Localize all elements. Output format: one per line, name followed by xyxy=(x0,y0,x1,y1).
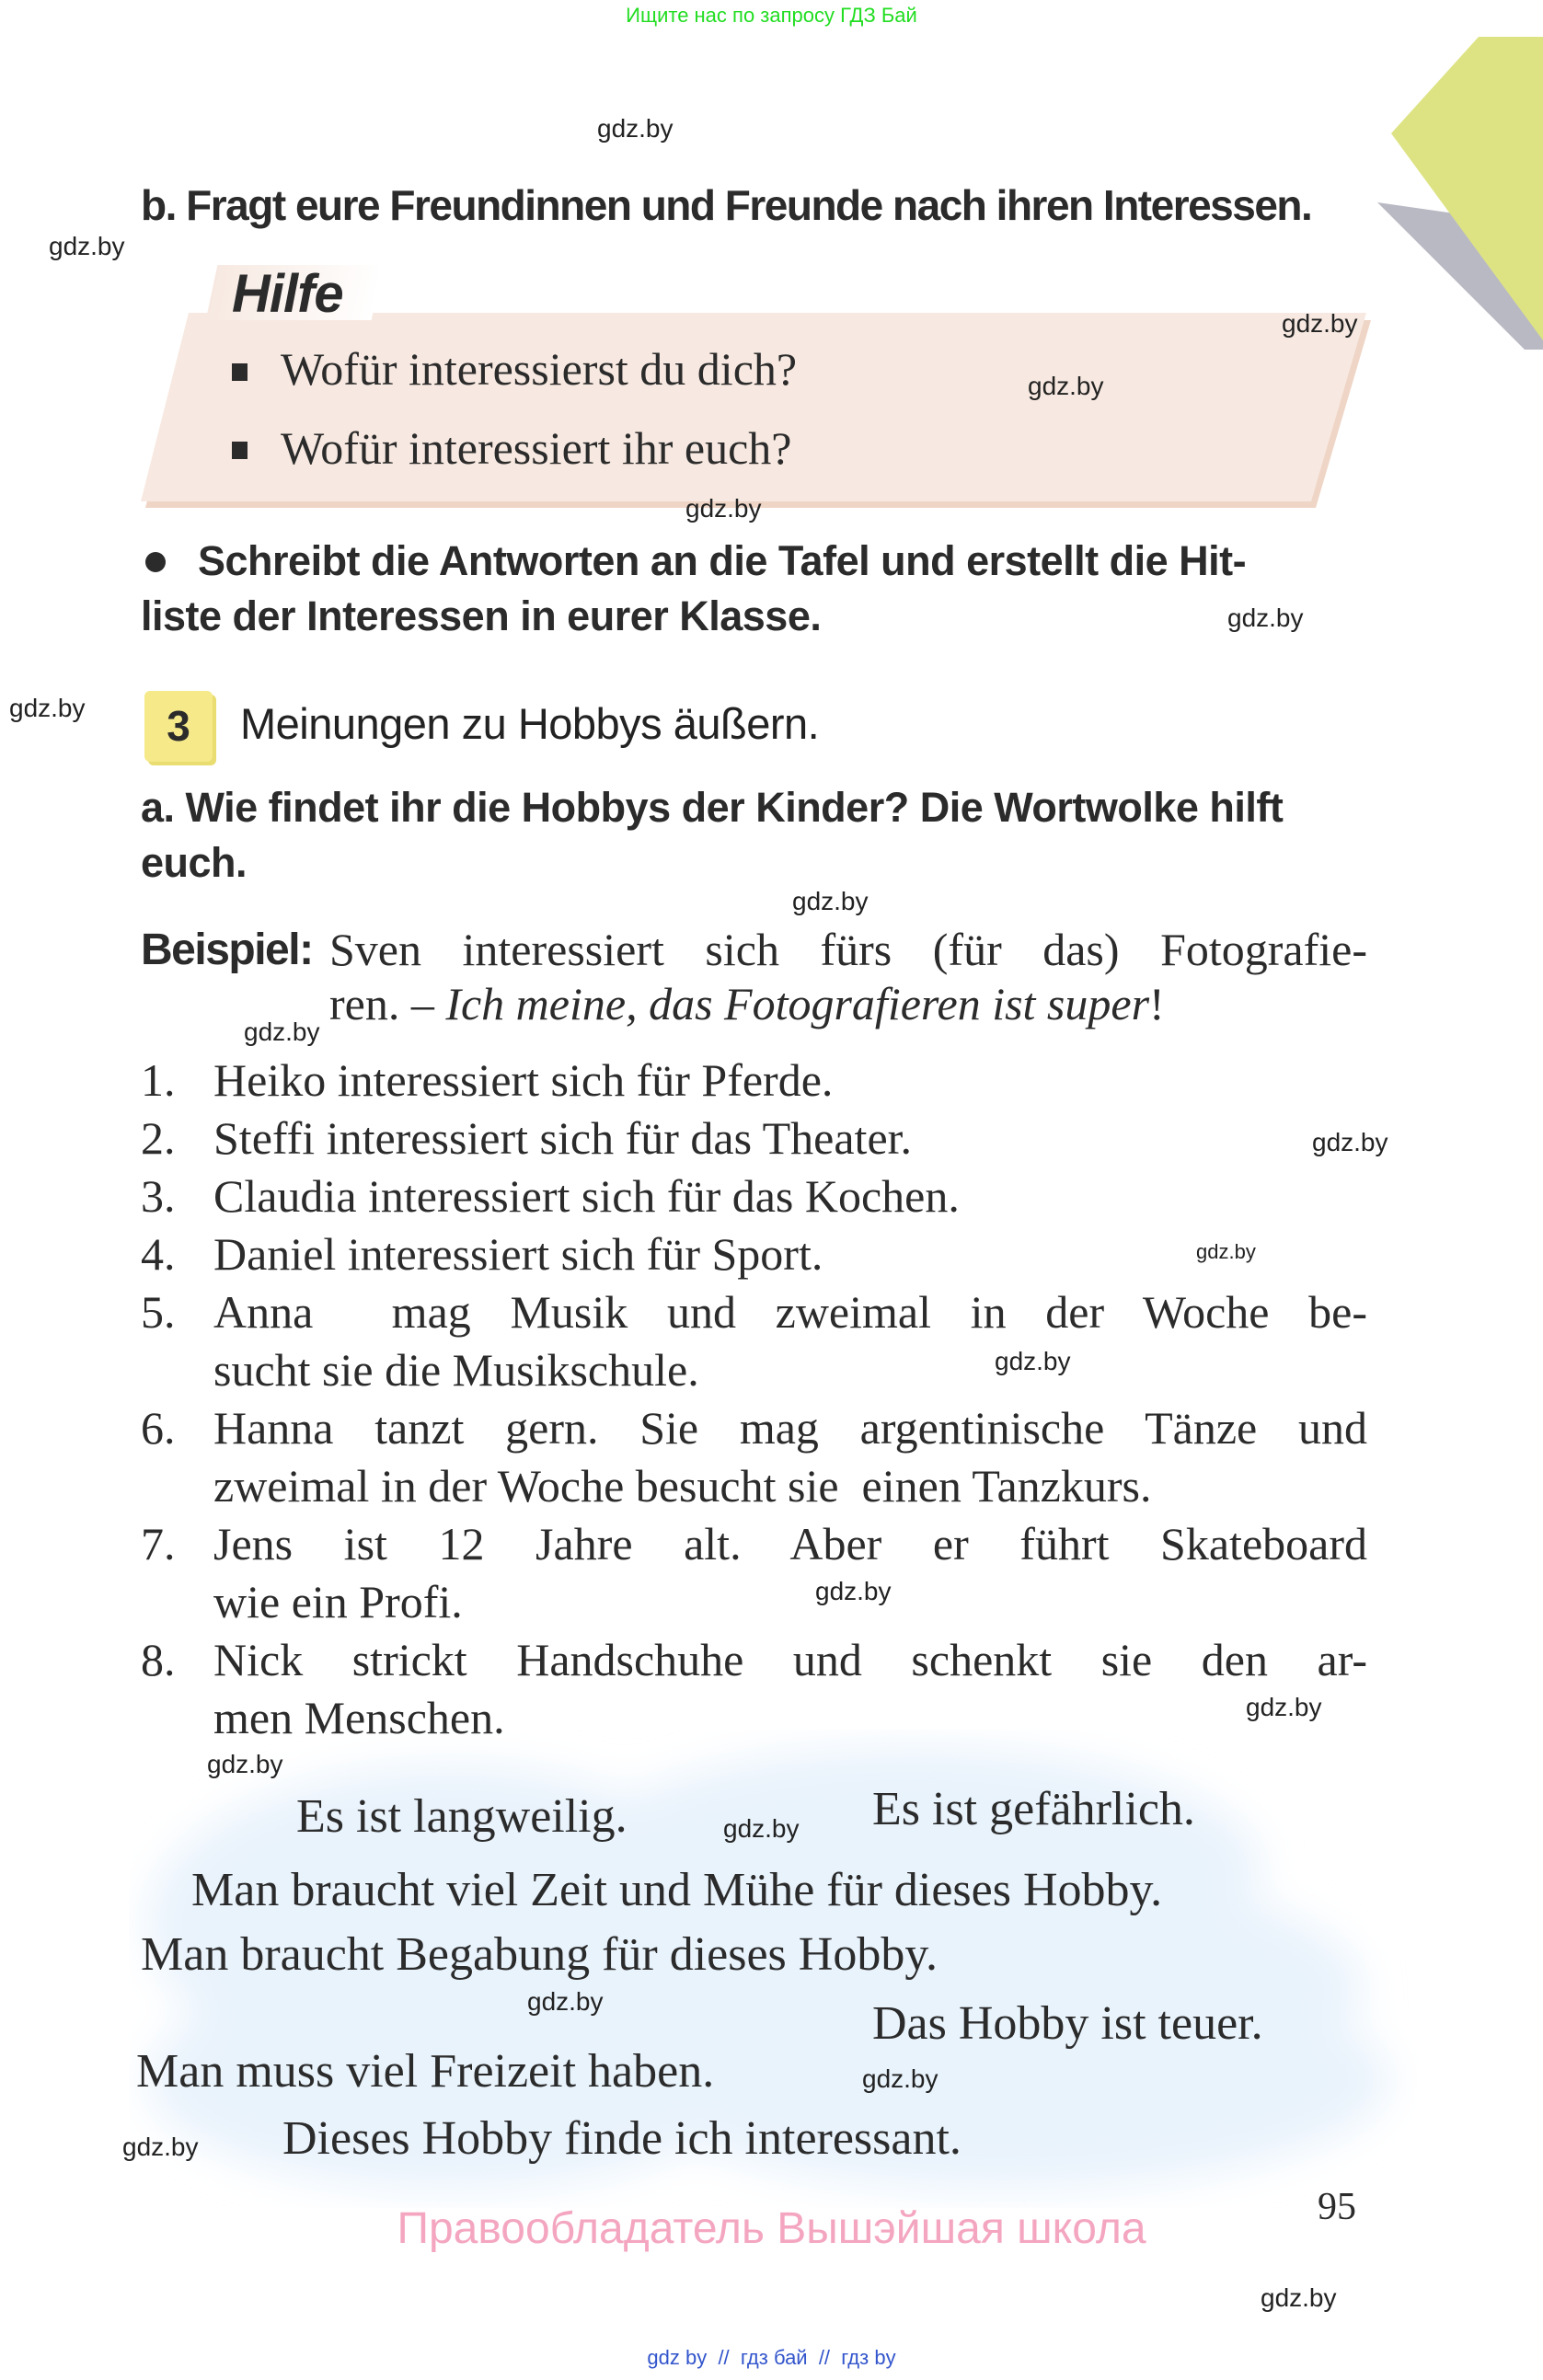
watermark: gdz.by xyxy=(122,2133,199,2161)
page-number: 95 xyxy=(1318,2186,1356,2228)
watermark: gdz.by xyxy=(792,887,869,915)
list-item-line: wie ein Profi. xyxy=(213,1576,463,1627)
watermark: gdz.by xyxy=(1246,1693,1322,1721)
list-item-line: zweimal in der Woche besucht sie einen Tanzkurs. xyxy=(213,1460,1152,1512)
page-corner-decoration xyxy=(1331,37,1543,350)
bullet-square-icon xyxy=(232,442,248,459)
copyright-notice: Правообладатель Вышэйшая школа xyxy=(397,2204,1146,2253)
example-end: ! xyxy=(1149,978,1165,1029)
list-item-line: Heiko interessiert sich für Pferde. xyxy=(213,1054,834,1106)
item-number: 2. xyxy=(141,1112,176,1164)
word-cloud-phrase: Es ist langweilig. xyxy=(296,1790,628,1843)
example-italic: Ich meine, das Fotografieren ist super xyxy=(445,978,1150,1029)
watermark: gdz.by xyxy=(1312,1128,1388,1156)
word-cloud-phrase: Man braucht Begabung für dieses Hobby. xyxy=(141,1928,938,1981)
example-line: Sven interessiert sich fürs (für das) Fotografie- xyxy=(329,924,1367,975)
list-item-line: sucht sie die Musikschule. xyxy=(213,1344,699,1396)
list-item-line: Steffi interessiert sich für das Theater. xyxy=(213,1112,913,1164)
help-title: Hilfe xyxy=(232,264,343,324)
footer-links[interactable]: gdz by // гдз бай // гдз by xyxy=(647,2346,896,2369)
watermark: gdz.by xyxy=(723,1814,800,1843)
word-cloud-phrase: Das Hobby ist teuer. xyxy=(872,1997,1263,2050)
item-number: 7. xyxy=(141,1518,176,1569)
exercise-title: Meinungen zu Hobbys äußern. xyxy=(240,699,820,748)
task-line: liste der Interessen in eurer Klasse. xyxy=(141,592,822,639)
list-item-line: Nick strickt Handschuhe und schenkt sie den ar- xyxy=(213,1634,1367,1685)
item-number: 4. xyxy=(141,1228,176,1280)
watermark: gdz.by xyxy=(527,1987,604,2016)
task-a-line: euch. xyxy=(141,839,248,886)
item-number: 5. xyxy=(141,1286,176,1338)
example-text: ren. – xyxy=(329,978,446,1029)
task-line: Schreibt die Antworten an die Tafel und erstellt die Hit- xyxy=(198,537,1247,584)
list-item-line: Hanna tanzt gern. Sie mag argentinische Tänze und xyxy=(213,1402,1367,1454)
watermark: gdz.by xyxy=(9,694,86,722)
example-line xyxy=(329,977,1165,1030)
watermark: gdz.by xyxy=(207,1750,283,1778)
word-cloud-phrase: Dieses Hobby finde ich interessant. xyxy=(282,2112,961,2165)
item-number: 3. xyxy=(141,1170,176,1222)
watermark: gdz.by xyxy=(597,114,674,143)
watermark: gdz.by xyxy=(1227,604,1304,632)
item-number: 6. xyxy=(141,1402,176,1454)
word-cloud-phrase: Man muss viel Freizeit haben. xyxy=(136,2045,715,2098)
list-item-line: men Menschen. xyxy=(213,1692,505,1743)
item-number: 1. xyxy=(141,1054,176,1106)
watermark: gdz.by xyxy=(995,1347,1071,1375)
watermark: gdz.by xyxy=(815,1577,892,1605)
list-item-line: Claudia interessiert sich für das Kochen. xyxy=(213,1170,960,1222)
watermark: gdz.by xyxy=(1282,309,1358,338)
section-b-heading: b. Fragt eure Freundinnen und Freunde nach ihren Interessen. xyxy=(141,181,1312,229)
watermark: gdz.by xyxy=(244,1018,320,1046)
exercise-number-badge: 3 xyxy=(144,691,213,762)
bullet-dot-icon xyxy=(145,552,166,572)
task-a-line: a. Wie findet ihr die Hobbys der Kinder? Die Wortwolke hilft xyxy=(141,784,1284,831)
watermark: gdz.by xyxy=(685,494,762,523)
watermark: gdz.by xyxy=(1196,1240,1256,1263)
watermark: gdz.by xyxy=(1028,372,1104,400)
top-banner[interactable]: Ищите нас по запросу ГДЗ Бай xyxy=(626,4,917,27)
item-number: 8. xyxy=(141,1634,176,1685)
watermark: gdz.by xyxy=(49,232,125,260)
list-item-line: Daniel interessiert sich für Sport. xyxy=(213,1228,823,1280)
word-cloud-phrase: Es ist gefährlich. xyxy=(872,1783,1195,1835)
example-label: Beispiel: xyxy=(141,926,313,974)
watermark: gdz.by xyxy=(1261,2283,1337,2312)
watermark: gdz.by xyxy=(862,2064,938,2093)
list-item-line: Anna mag Musik und zweimal in der Woche be- xyxy=(213,1286,1367,1338)
bullet-square-icon xyxy=(232,363,248,381)
list-item-line: Jens ist 12 Jahre alt. Aber er führt Skateboard xyxy=(213,1518,1367,1569)
word-cloud-phrase: Man braucht viel Zeit und Mühe für dieses Hobby. xyxy=(191,1864,1163,1916)
help-item: Wofür interessierst du dich? xyxy=(281,343,798,395)
help-item: Wofür interessiert ihr euch? xyxy=(281,422,792,474)
